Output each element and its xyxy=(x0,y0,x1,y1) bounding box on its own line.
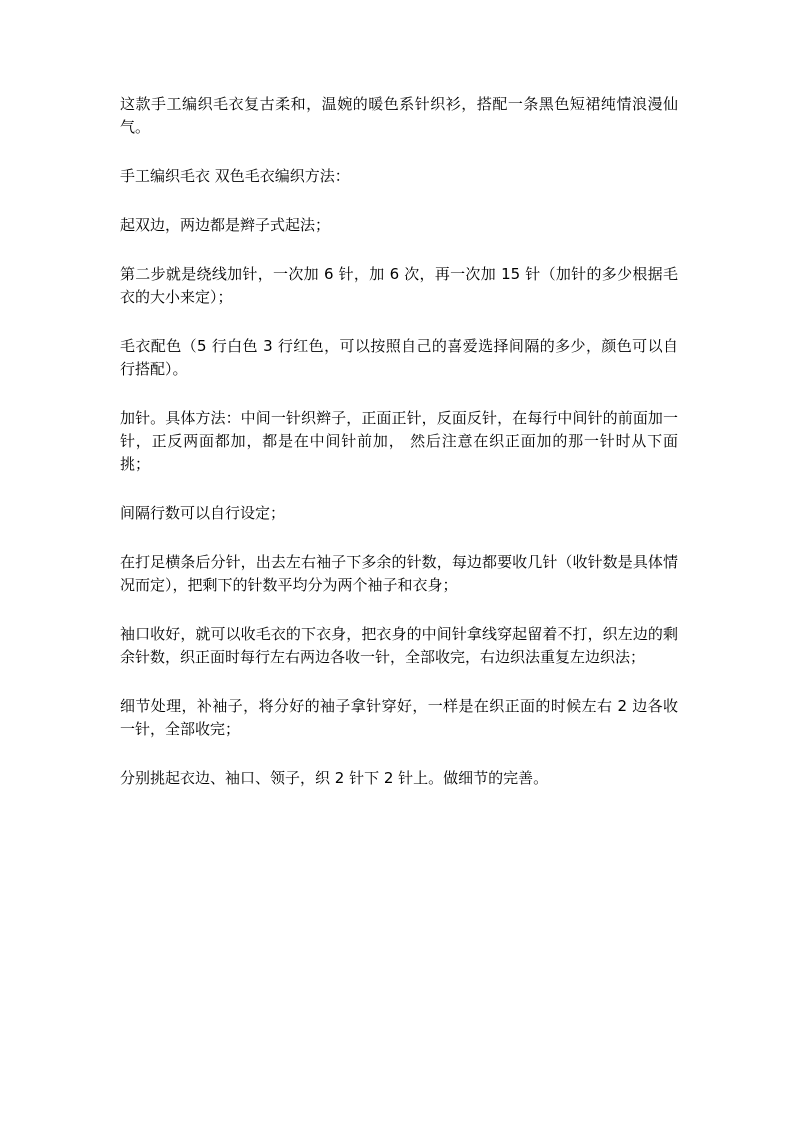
step-interval: 间隔行数可以自行设定； xyxy=(120,504,286,522)
step-cuff: 袖口收好，就可以收毛衣的下衣身，把衣身的中间针拿线穿起留着不打，织左边的剩余针数，织正面时每行左右两边各收一针，全部收完，右边织法重复左边织法； xyxy=(120,625,678,666)
step-add-stitch: 加针。具体方法：中间一针织辫子，正面正针，反面反针，在每行中间针的前面加一针，正反两面都加，都是在中间针前加， 然后注意在织正面加的那一针时从下面挑； xyxy=(120,409,678,473)
step-divide: 在打足横条后分针，出去左右袖子下多余的针数，每边都要收几针（收针数是具体情况而定），把剩下的针数平均分为两个袖子和衣身； xyxy=(120,553,678,594)
step-cast-on: 起双边，两边都是辫子式起法； xyxy=(120,216,331,234)
step-finish: 分别挑起衣边、袖口、领子，织 2 针下 2 针上。做细节的完善。 xyxy=(120,769,549,787)
step-increase: 第二步就是绕线加针，一次加 6 针，加 6 次，再一次加 15 针（加针的多少根据毛衣的大小来定）； xyxy=(120,265,678,306)
method-heading: 手工编织毛衣 双色毛衣编织方法： xyxy=(120,167,350,185)
document-body xyxy=(120,93,678,816)
step-color: 毛衣配色（5 行白色 3 行红色，可以按照自己的喜爱选择间隔的多少，颜色可以自行搭配）。 xyxy=(120,337,678,378)
intro-paragraph: 这款手工编织毛衣复古柔和，温婉的暖色系针织衫，搭配一条黑色短裙纯情浪漫仙气。 xyxy=(120,95,678,136)
step-details: 细节处理，补袖子，将分好的袖子拿针穿好，一样是在织正面的时候左右 2 边各收一针，全部收完； xyxy=(120,697,678,738)
